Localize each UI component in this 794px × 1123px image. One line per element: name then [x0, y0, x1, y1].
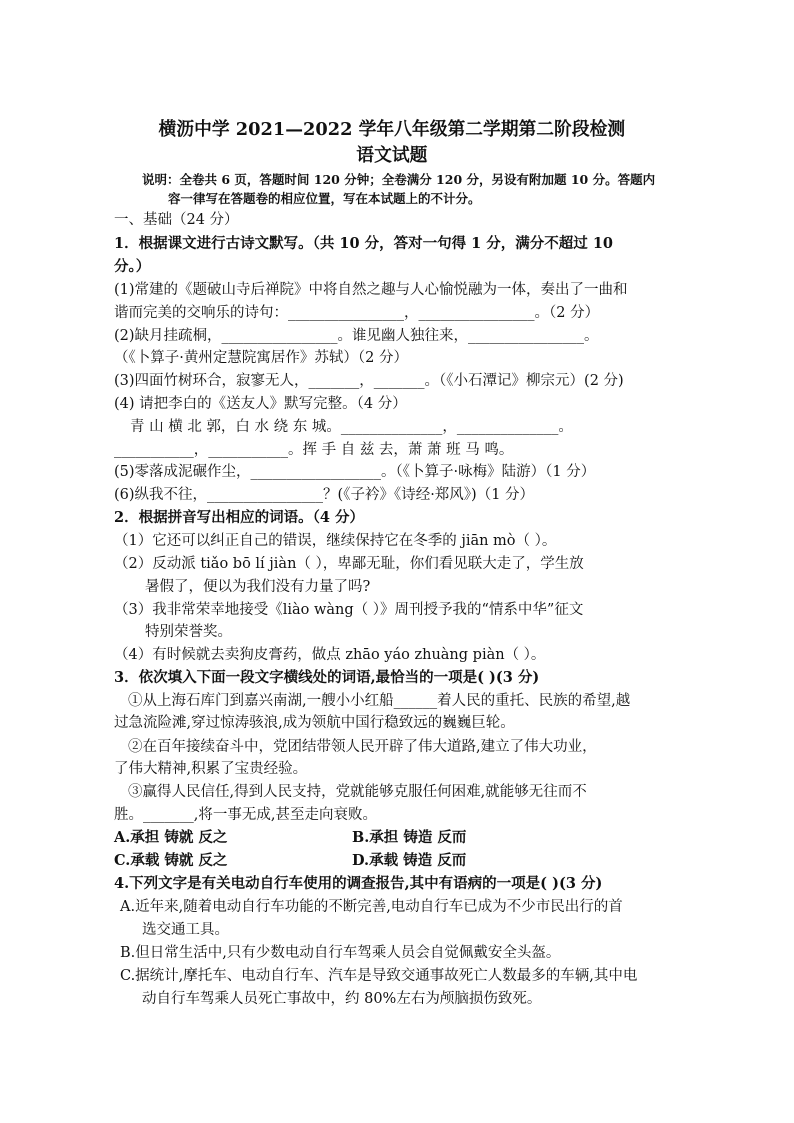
instructions-line-1: 说明：全卷共 6 页，答题时间 120 分钟；全卷满分 120 分，另设有附加题 10 分。答题内	[142, 172, 656, 187]
q3-line: 了伟大精神,积累了宝贵经验。	[114, 761, 308, 777]
q2-line: （3）我非常荣幸地接受《liào wàng（ ）》周刊授予我的“情系中华”征文	[114, 602, 584, 618]
q1-line: (2)缺月挂疏桐，________________。谁见幽人独往来，________________。	[114, 328, 599, 344]
q4-option-b: B.但日常生活中,只有少数电动自行车驾乘人员会自觉佩戴安全头盔。	[120, 945, 561, 961]
instructions-line-2: 容一律写在答题卷的相应位置，写在本试题上的不计分。	[168, 191, 481, 206]
q4-option-a: A.近年来,随着电动自行车功能的不断完善,电动自行车已成为不少市民出行的首	[120, 899, 623, 915]
exam-title: 横沥中学 2021—2022 学年八年级第二学期第二阶段检测	[158, 119, 626, 140]
q3-heading: 3．依次填入下面一段文字横线处的词语,最恰当的一项是( )(3 分)	[114, 669, 540, 686]
q1-line: (4) 请把李白的《送友人》默写完整。（4 分）	[114, 396, 407, 412]
q2-line: （1）它还可以纠正自己的错误，继续保持它在冬季的 jiān mò（ ）。	[114, 533, 557, 549]
q1-poem-line: 青 山 横 北 郭，白 水 绕 东 城。______________，______________。	[130, 419, 573, 435]
q2-line: （4）有时候就去卖狗皮膏药，做点 zhāo yáo zhuàng piàn（ ）。	[114, 647, 546, 663]
q1-line: (6)纵我不往，________________？(《子衿》《诗经·郑风》)（1 分）	[114, 487, 535, 503]
q2-line: 特别荣誉奖。	[145, 624, 232, 640]
q2-line: （2）反动派 tiǎo bō lí jiàn（ ），卑鄙无耻，你们看见联大走了，学生放	[114, 556, 584, 572]
q3-line: ①从上海石库门到嘉兴南湖,一艘小小红船______着人民的重托、民族的希望,越	[128, 693, 631, 709]
section-header: 一、基础（24 分）	[114, 212, 239, 228]
q1-line: (5)零落成泥碾作尘，__________________。（《卜算子·咏梅》陆游）（1 分）	[114, 464, 596, 480]
q4-option-a-cont: 选交通工具。	[142, 922, 229, 938]
q1-line: 谐而完美的交响乐的诗句：________________，________________。（2 分）	[114, 305, 600, 321]
q4-option-c-cont: 动自行车驾乘人员死亡事故中，约 80%左右为颅脑损伤致死。	[142, 991, 542, 1007]
q3-line: ②在百年接续奋斗中，党团结带领人民开辟了伟大道路,建立了伟大功业，	[128, 739, 597, 755]
q3-line: ③赢得人民信任,得到人民支持，党就能够克服任何困难,就能够无往而不	[128, 784, 587, 800]
q3-option-a: A.承担 铸就 反之	[114, 829, 228, 846]
q1-heading-line-2: 分。）	[114, 258, 151, 275]
q3-option-c: C.承载 铸就 反之	[114, 852, 228, 869]
q2-heading: 2．根据拼音写出相应的词语。（4 分）	[114, 509, 364, 526]
q2-line: 暑假了，便以为我们没有力量了吗?	[145, 579, 371, 595]
q1-heading-line-1: 1．根据课文进行古诗文默写。（共 10 分，答对一句得 1 分，满分不超过 10	[114, 235, 614, 252]
q1-line: (1)常建的《题破山寺后禅院》中将自然之趣与人心愉悦融为一体，奏出了一曲和	[114, 282, 628, 298]
q1-poem-line: ___________，___________。挥 手 自 兹 去，萧 萧 班 马 鸣。	[114, 442, 514, 458]
q1-line: （《卜算子·黄州定慧院寓居作》苏轼）（2 分）	[114, 350, 408, 366]
q4-option-c: C.据统计,摩托车、电动自行车、汽车是导致交通事故死亡人数最多的车辆,其中电	[120, 968, 638, 984]
q4-heading: 4.下列文字是有关电动自行车使用的调查报告,其中有语病的一项是( )(3 分)	[114, 875, 603, 892]
q3-line: 胜。_______,将一事无成,甚至走向衰败。	[114, 807, 377, 823]
q3-option-d: D.承载 铸造 反而	[352, 852, 467, 869]
q1-line: (3)四面竹树环合，寂寥无人，_______，_______。（《小石潭记》柳宗元）(2 分)	[114, 373, 624, 389]
q3-option-b: B.承担 铸造 反而	[352, 829, 467, 846]
exam-subtitle: 语文试题	[356, 145, 428, 166]
q3-line: 过急流险滩,穿过惊涛骇浪,成为领航中国行稳致远的巍巍巨轮。	[114, 715, 515, 731]
